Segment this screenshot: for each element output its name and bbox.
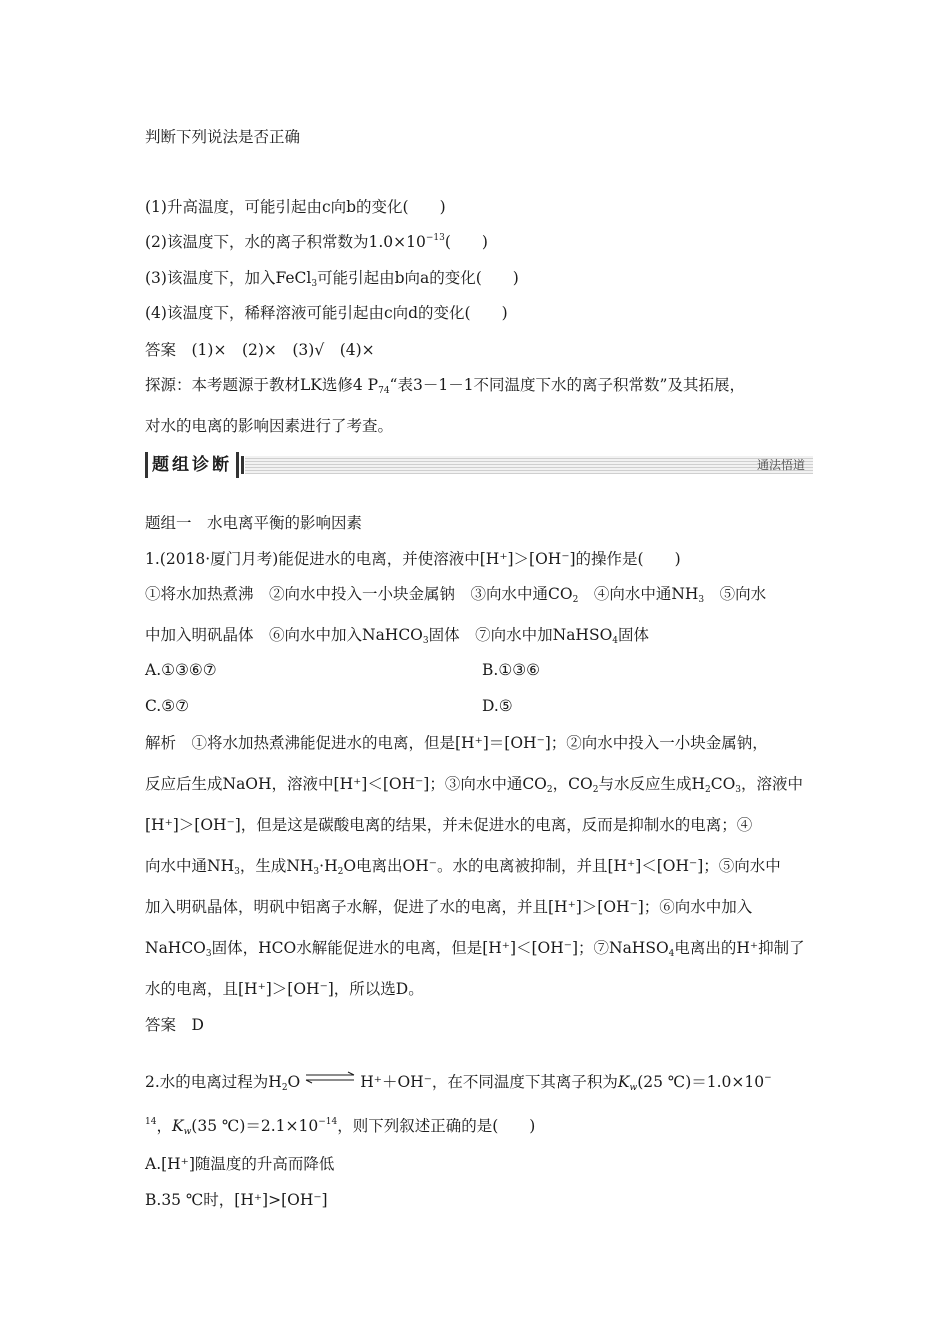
an2-c: 与水反应生成H [598, 775, 705, 793]
q1-opt2-text-a: 中加入明矾晶体 ⑥向水中加入NaHCO [145, 626, 423, 644]
an4-s1: 3 [234, 867, 240, 877]
q2-l2-c: ，则下列叙述正确的是( ) [337, 1117, 536, 1135]
statement-3-sub: 3 [311, 279, 318, 289]
statement-1: (1)升高温度，可能引起由c向b的变化( ) [145, 198, 446, 216]
q2-l1-c: H⁺＋OH⁻，在不同温度下其离子积为 [360, 1073, 618, 1091]
q2-l1-d: (25 ℃)＝1.0×10 [637, 1073, 765, 1091]
q2-l1-a: 2.水的电离过程为H [145, 1073, 282, 1091]
statement-2-exponent: −13 [425, 233, 445, 243]
banner-divider [241, 456, 244, 474]
an2-e: ，溶液中 [741, 775, 804, 793]
an4-d: O电离出OH⁻。水的电离被抑制，并且[H⁺]＜[OH⁻]；⑤向水中 [343, 857, 781, 875]
banner-right-label: 通法悟道 [756, 458, 805, 472]
analysis-line-2 [145, 773, 803, 795]
q1-opt2-text-b: 固体 ⑦向水中加NaHSO [428, 626, 613, 644]
an4-c: ·H [319, 857, 338, 875]
statement-3 [145, 267, 519, 289]
source-line-1 [145, 374, 745, 396]
q2-l2-comma: ， [156, 1117, 172, 1135]
analysis-line-4 [145, 855, 781, 877]
q2-choice-a: A.[H⁺]随温度的升高而降低 [145, 1155, 335, 1173]
an4-s3: 2 [337, 867, 344, 877]
q1-opt2-text-c: 固体 [618, 626, 650, 644]
banner-title: 题组诊断 [145, 452, 239, 478]
an6-b: 固体，HCO水解能促进水的电离，但是[H⁺]＜[OH⁻]；⑦NaHSO [211, 939, 669, 957]
q2-l2-b: (35 ℃)＝2.1×10 [191, 1117, 319, 1135]
an4-b: ，生成NH [239, 857, 314, 875]
analysis-line-5: 加入明矾晶体，明矾中铝离子水解，促进了水的电离，并且[H⁺]＞[OH⁻]；⑥向水中加入 [145, 898, 753, 916]
q2-l1-k: K [617, 1073, 630, 1091]
q2-l2-sup: −14 [318, 1117, 338, 1127]
q1-opt-sub-1: 2 [572, 595, 579, 605]
q2-line-1 [145, 1071, 772, 1093]
an6-c: 电离出的H⁺抑制了 [674, 939, 805, 957]
source-text: 探源：本考题源于教材LK选修4 P [145, 376, 379, 394]
q2-line-2 [145, 1115, 535, 1137]
an2-a: 反应后生成NaOH，溶液中[H⁺]＜[OH⁻]；③向水中通CO [145, 775, 547, 793]
answer-1: 答案 (1)× (2)× (3)√ (4)× [145, 341, 375, 359]
an6-s1: 3 [205, 949, 212, 959]
q2-l2-a: 14 [145, 1117, 157, 1127]
source-page-sub: 74 [378, 386, 390, 396]
q1-answer: 答案 D [145, 1016, 204, 1034]
group-title: 题组一 水电离平衡的影响因素 [145, 514, 363, 532]
statement-2-blank: ( ) [444, 233, 488, 251]
q1-choice-b: B.①③⑥ [482, 661, 541, 679]
an2-s4: 3 [735, 785, 742, 795]
q2-l1-b: O [287, 1073, 301, 1091]
statement-2-text: (2)该温度下，水的离子积常数为1.0×10 [145, 233, 426, 251]
q1-options-line-2 [145, 624, 649, 646]
q1-opt-text-a: ①将水加热煮沸 ②向水中投入一小块金属钠 ③向水中通CO [145, 585, 573, 603]
analysis-line-6 [145, 937, 805, 959]
statement-3-text: (3)该温度下，加入FeCl [145, 269, 312, 287]
an4-a: 向水中通NH [145, 857, 235, 875]
q2-l1-s1: 2 [281, 1083, 288, 1093]
statement-3-tail: 可能引起由b向a的变化( ) [317, 269, 519, 287]
section-heading: 判断下列说法是否正确 [145, 128, 301, 146]
banner-strip [245, 456, 813, 474]
q1-opt2-sub-2: 4 [612, 636, 619, 646]
q1-choice-a: A.①③⑥⑦ [145, 661, 217, 679]
an2-s1: 2 [546, 785, 553, 795]
an2-s3: 2 [704, 785, 711, 795]
an2-d: CO [710, 775, 736, 793]
an2-b: ，CO [552, 775, 593, 793]
q2-l1-e: − [764, 1073, 772, 1083]
an6-a: NaHCO [145, 939, 206, 957]
analysis-line-1: 解析 ①将水加热煮沸能促进水的电离，但是[H⁺]＝[OH⁻]；②向水中投入一小块金属钠， [145, 734, 768, 752]
q1-opt2-sub-1: 3 [422, 636, 429, 646]
q1-stem: 1.(2018·厦门月考)能促进水的电离，并使溶液中[H⁺]＞[OH⁻]的操作是( ) [145, 550, 681, 568]
q2-l1-ksub: w [629, 1083, 638, 1093]
q1-opt-text-b: ④向水中通NH [578, 585, 699, 603]
equilibrium-arrow-icon [304, 1071, 356, 1085]
source-tail: “表3－1－1不同温度下水的离子积常数”及其拓展， [389, 376, 745, 394]
q1-options-line-1 [145, 583, 766, 605]
section-banner [145, 452, 813, 478]
an4-s2: 3 [313, 867, 320, 877]
an2-s2: 2 [592, 785, 599, 795]
an6-s2: 4 [668, 949, 675, 959]
q1-opt-sub-2: 3 [698, 595, 705, 605]
analysis-line-7: 水的电离，且[H⁺]＞[OH⁻]，所以选D。 [145, 980, 424, 998]
source-line-2: 对水的电离的影响因素进行了考查。 [145, 417, 394, 435]
q2-l2-k: K [171, 1117, 184, 1135]
statement-2 [145, 231, 488, 253]
q2-l2-ksub: w [183, 1127, 192, 1137]
analysis-line-3: [H⁺]＞[OH⁻]，但是这是碳酸电离的结果，并未促进水的电离，反而是抑制水的电离；④ [145, 816, 753, 834]
q1-choice-d: D.⑤ [482, 697, 513, 715]
q1-choice-c: C.⑤⑦ [145, 697, 190, 715]
q2-choice-b: B.35 ℃时，[H⁺]>[OH⁻] [145, 1191, 328, 1209]
q1-opt-text-c: ⑤向水 [704, 585, 767, 603]
statement-4: (4)该温度下，稀释溶液可能引起由c向d的变化( ) [145, 304, 508, 322]
